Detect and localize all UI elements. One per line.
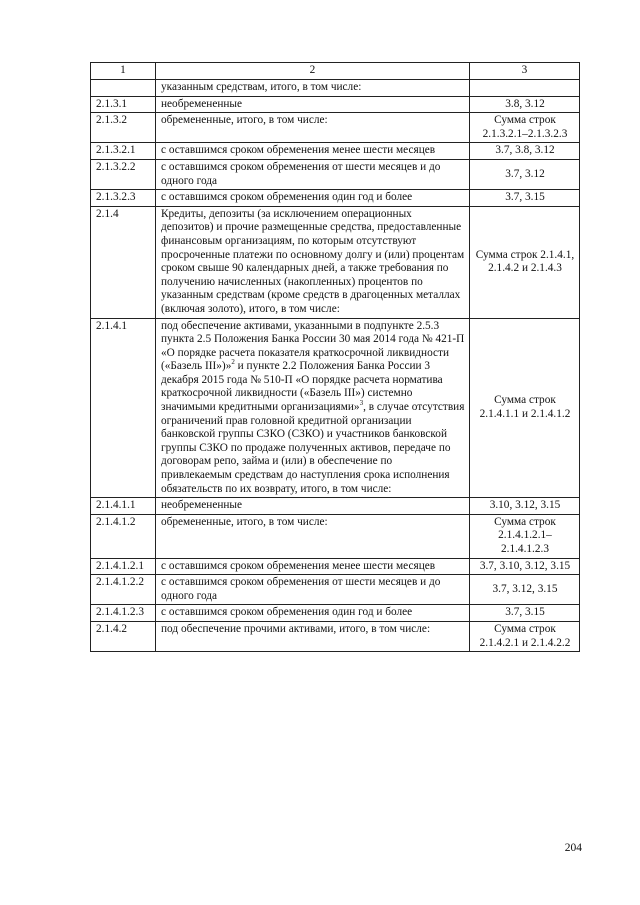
table-row (91, 558, 580, 575)
row-code: 2.1.4 (91, 206, 156, 318)
footnote-ref: 2 (231, 358, 235, 367)
table-row (91, 80, 580, 97)
table-row (91, 605, 580, 622)
header-col-2: 2 (156, 63, 470, 80)
row-description: с оставшимся сроком обременения от шести месяцев и до одного года (156, 575, 470, 605)
document-table (90, 62, 580, 652)
row-description: необремененные (156, 96, 470, 113)
row-source (470, 80, 580, 97)
header-col-1: 1 (91, 63, 156, 80)
description-part: и пункте 2.2 Положения Банка России 3 декабря 2015 года № 510-П «О порядке расчета норматива краткосрочной ликвидности («Базель III») системно значимыми кредитными организациями» (161, 360, 443, 414)
row-code: 2.1.3.2.1 (91, 143, 156, 160)
row-source: 3.7, 3.15 (470, 190, 580, 207)
row-code: 2.1.4.1.2.3 (91, 605, 156, 622)
row-code: 2.1.4.1.1 (91, 498, 156, 515)
row-code: 2.1.3.1 (91, 96, 156, 113)
row-source: 3.7, 3.12 (470, 159, 580, 189)
header-col-3: 3 (470, 63, 580, 80)
row-source: Сумма строк 2.1.4.1.2.1– 2.1.4.1.2.3 (470, 514, 580, 558)
table-row (91, 143, 580, 160)
row-source: Сумма строк 2.1.4.1, 2.1.4.2 и 2.1.4.3 (470, 206, 580, 318)
footnote-ref: 3 (359, 399, 364, 408)
table-row (91, 206, 580, 318)
row-description: указанным средствам, итого, в том числе: (156, 80, 470, 97)
row-source: Сумма строк 2.1.3.2.1–2.1.3.2.3 (470, 113, 580, 143)
row-description: с оставшимся сроком обременения от шести месяцев и до одного года (156, 159, 470, 189)
row-code: 2.1.4.1.2.2 (91, 575, 156, 605)
row-source: Сумма строк 2.1.4.2.1 и 2.1.4.2.2 (470, 621, 580, 651)
row-description: необремененные (156, 498, 470, 515)
table-row (91, 575, 580, 605)
row-description: Кредиты, депозиты (за исключением операционных депозитов) и прочие размещенные средства, предоставленные финансовым организациям, по которым отсутствуют просроченные платежи по основному долгу и (или) процентам сроком свыше 90 календарных дней, а также требования по получению начисленных (накопленных) процентов по указанным средствам (кроме средств в драгоценных металлах (включая золото), итого, в том числе: (156, 206, 470, 318)
page-number: 204 (564, 842, 582, 854)
row-code: 2.1.4.2 (91, 621, 156, 651)
description-part: под обеспечение активами, указанными в подпункте 2.5.3 пункта 2.5 Положения Банка России 30 мая 2014 года № 421-П «О порядке расчета показателя краткосрочной ликвидности («Базель III»)» (161, 319, 465, 373)
table-row (91, 113, 580, 143)
table-row (91, 318, 580, 498)
table-header-row (91, 63, 580, 80)
row-source: Сумма строк 2.1.4.1.1 и 2.1.4.1.2 (470, 318, 580, 498)
row-code: 2.1.3.2 (91, 113, 156, 143)
row-source: 3.7, 3.8, 3.12 (470, 143, 580, 160)
table-row (91, 96, 580, 113)
row-description: с оставшимся сроком обременения менее шести месяцев (156, 558, 470, 575)
row-description: обремененные, итого, в том числе: (156, 113, 470, 143)
row-description (156, 318, 470, 498)
row-description: обремененные, итого, в том числе: (156, 514, 470, 558)
row-source: 3.10, 3.12, 3.15 (470, 498, 580, 515)
table-row (91, 190, 580, 207)
table-row (91, 159, 580, 189)
row-source: 3.7, 3.12, 3.15 (470, 575, 580, 605)
row-description: с оставшимся сроком обременения один год и более (156, 190, 470, 207)
row-code: 2.1.3.2.2 (91, 159, 156, 189)
row-code: 2.1.4.1.2 (91, 514, 156, 558)
row-code: 2.1.4.1.2.1 (91, 558, 156, 575)
row-description: с оставшимся сроком обременения один год и более (156, 605, 470, 622)
row-code (91, 80, 156, 97)
description-part: , в случае отсутствия ограничений прав головной кредитной организации банковской группы СЗКО (СЗКО) и участников банковской группы СЗКО по продаже полученных активов, передаче по договорам репо, займа и (или) в обеспечение по привлекаемым средствам до наступления срока исполнения обязательств по их возврату, итого, в том числе: (161, 401, 465, 495)
table-row (91, 621, 580, 651)
table-row (91, 498, 580, 515)
row-code: 2.1.3.2.3 (91, 190, 156, 207)
row-code: 2.1.4.1 (91, 318, 156, 498)
row-description: под обеспечение прочими активами, итого, в том числе: (156, 621, 470, 651)
table-row (91, 514, 580, 558)
row-source: 3.8, 3.12 (470, 96, 580, 113)
row-source: 3.7, 3.10, 3.12, 3.15 (470, 558, 580, 575)
row-source: 3.7, 3.15 (470, 605, 580, 622)
row-description: с оставшимся сроком обременения менее шести месяцев (156, 143, 470, 160)
